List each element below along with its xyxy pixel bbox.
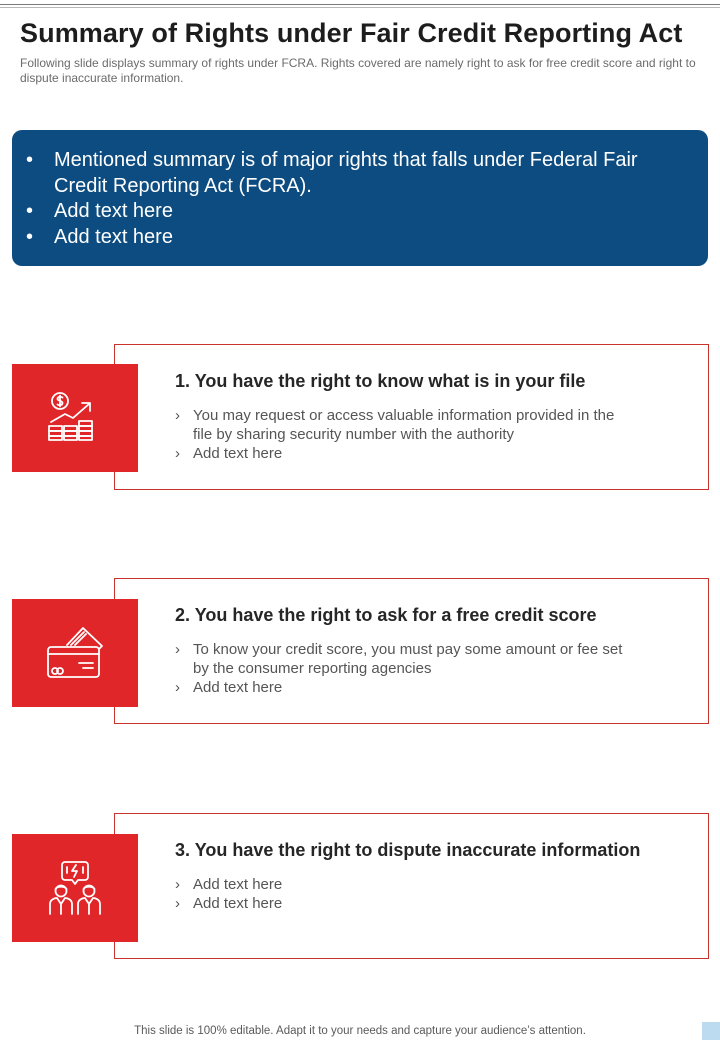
summary-item [26, 148, 684, 199]
right-point [175, 444, 635, 463]
chevron-right-icon: › [175, 876, 180, 893]
right-points [175, 406, 635, 463]
chevron-right-icon: › [175, 895, 180, 912]
summary-item-text: Mentioned summary is of major rights that falls under Federal Fair Credit Reporting Act (FCRA). [54, 149, 638, 197]
right-point [175, 678, 635, 697]
bullet-icon: • [26, 149, 34, 171]
bullet-icon: • [26, 225, 34, 248]
right-point [175, 894, 635, 913]
page-subtitle: Following slide displays summary of rights under FCRA. Rights covered are namely right to ask for free credit score and right to dispute inaccurate information. [20, 56, 696, 85]
summary-panel [12, 130, 708, 266]
chevron-right-icon: › [175, 407, 180, 424]
right-point-text: Add text here [193, 679, 283, 696]
chevron-right-icon: › [175, 679, 180, 696]
corner-marker [702, 1022, 720, 1040]
right-heading: 1. You have the right to know what is in your file [175, 371, 586, 391]
summary-item [26, 225, 684, 251]
footer-note: This slide is 100% editable. Adapt it to your needs and capture your audience’s attention. [134, 1025, 586, 1037]
chevron-right-icon: › [175, 641, 180, 658]
right-point [175, 406, 635, 444]
bullet-icon: • [26, 200, 34, 222]
summary-item-text: Add text here [54, 200, 173, 222]
page-title: Summary of Rights under Fair Credit Reporting Act [20, 18, 683, 48]
right-point-text: Add text here [193, 895, 283, 912]
right-point [175, 875, 635, 894]
chevron-right-icon: › [175, 445, 180, 462]
summary-item [26, 199, 684, 225]
right-points [175, 640, 635, 697]
right-point-text: You may request or access valuable information provided in the file by sharing security number with the authority [193, 407, 615, 443]
top-divider-line [0, 4, 720, 5]
summary-item-text: Add text here [54, 225, 173, 248]
right-card-2 [114, 578, 709, 724]
dispute-people-icon [12, 834, 138, 942]
money-growth-icon [12, 364, 138, 472]
right-heading: 3. You have the right to dispute inaccurate information [175, 840, 641, 860]
right-points [175, 875, 635, 913]
right-point-text: Add text here [193, 876, 283, 893]
right-card-1 [114, 344, 709, 490]
credit-card-icon [12, 599, 138, 707]
right-point [175, 640, 635, 678]
right-heading: 2. You have the right to ask for a free credit score [175, 605, 597, 625]
right-card-3 [114, 813, 709, 959]
summary-list [26, 148, 684, 250]
right-point-text: Add text here [193, 445, 283, 462]
right-point-text: To know your credit score, you must pay some amount or fee set by the consumer reporting agencies [193, 641, 623, 677]
top-divider-line-secondary [0, 7, 720, 8]
